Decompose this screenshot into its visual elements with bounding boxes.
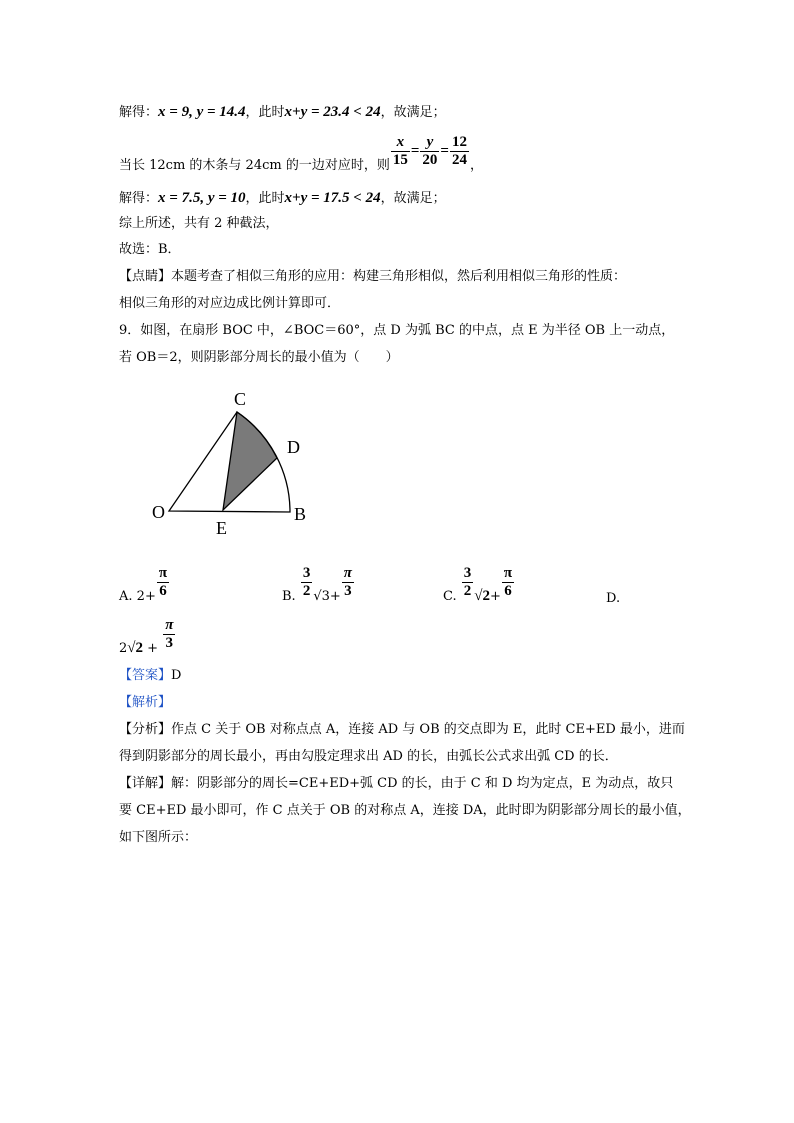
proportion-line: 当长 12cm 的木条与 24cm 的一边对应时，则 $\frac{x}{15}$ = $\frac{y}{20}$ = $\frac{12}{24}$ ，: [119, 134, 483, 173]
answer-line: [119, 668, 181, 684]
detail-line-2: 要 CE+ED 最小即可，作 C 点关于 OB 的对称点 A，连接 DA，此时即为阴影部分周长的最小值，: [119, 803, 691, 818]
shaded-region: [223, 412, 277, 510]
text: ，此时: [245, 105, 285, 120]
text: 解得：: [119, 191, 159, 206]
text: ，故满足；: [380, 105, 446, 120]
fraction: $\frac{x}{15}$: [392, 134, 408, 168]
option-d[interactable]: 2√2 + $\frac{\pi}{3}$: [119, 617, 174, 656]
answer-value: D: [171, 668, 182, 683]
formula: x+y = 23.4 < 24: [284, 104, 381, 120]
fraction: $\frac{12}{24}$: [451, 134, 467, 168]
formula: x = 7.5, y = 10: [158, 190, 246, 206]
fraction: $\frac{y}{20}$: [422, 134, 438, 168]
text: 解得：: [119, 105, 159, 120]
analysis-line-2: 得到阴影部分的周长最小，再由勾股定理求出 AD 的长，由弧长公式求出弧 CD 的长．: [119, 749, 618, 764]
text: ，故满足；: [380, 191, 446, 206]
option-d-label[interactable]: D.: [606, 591, 621, 606]
question-9-line-1: 9．如图，在扇形 BOC 中，∠BOC＝60°，点 D 为弧 BC 的中点，点 E 为半径 OB 上一动点，: [119, 323, 675, 338]
option-c[interactable]: C. $\frac{3}{2}$ √2+ $\frac{\pi}{6}$: [443, 565, 513, 604]
text: 本题考查了相似三角形的应用：构建三角形相似，然后利用相似三角形的性质：: [171, 269, 627, 284]
answer-tag: 【答案】: [119, 668, 172, 683]
detail-line-1: 【详解】解：阴影部分的周长=CE+ED+弧 CD 的长，由于 C 和 D 均为定点，E 为动点，故只: [119, 776, 674, 791]
text: 当长 12cm 的木条与 24cm 的一边对应时，则: [119, 158, 390, 173]
label-b: B: [294, 504, 307, 524]
formula: x = 9, y = 14.4: [158, 104, 246, 120]
comment-line-2: 相似三角形的对应边成比例计算即可．: [119, 296, 341, 311]
label-d: D: [287, 437, 300, 457]
label-c: C: [234, 389, 247, 409]
choice-line: 故选：B．: [119, 242, 181, 257]
question-9-line-2: 若 OB＝2，则阴影部分周长的最小值为（ ）: [119, 350, 399, 365]
detail-line-3: 如下图所示：: [119, 830, 198, 845]
analysis-line-1: 【分析】作点 C 关于 OB 对称点点 A，连接 AD 与 OB 的交点即为 E，此时 CE+ED 最小，进而: [119, 722, 685, 737]
tag: 【点睛】: [119, 269, 172, 284]
analysis-tag: 【解析】: [119, 695, 172, 710]
text: ，此时: [245, 191, 285, 206]
formula: x+y = 17.5 < 24: [284, 190, 381, 206]
label-o: O: [152, 502, 165, 522]
option-a[interactable]: A. 2+ $\frac{\pi}{6}$: [119, 565, 168, 604]
summary-line: 综上所述，共有 2 种截法，: [119, 216, 279, 231]
label-e: E: [216, 518, 227, 538]
text: ，: [469, 158, 483, 173]
option-b[interactable]: B. $\frac{3}{2}$ √3+ $\frac{\pi}{3}$: [282, 565, 352, 604]
